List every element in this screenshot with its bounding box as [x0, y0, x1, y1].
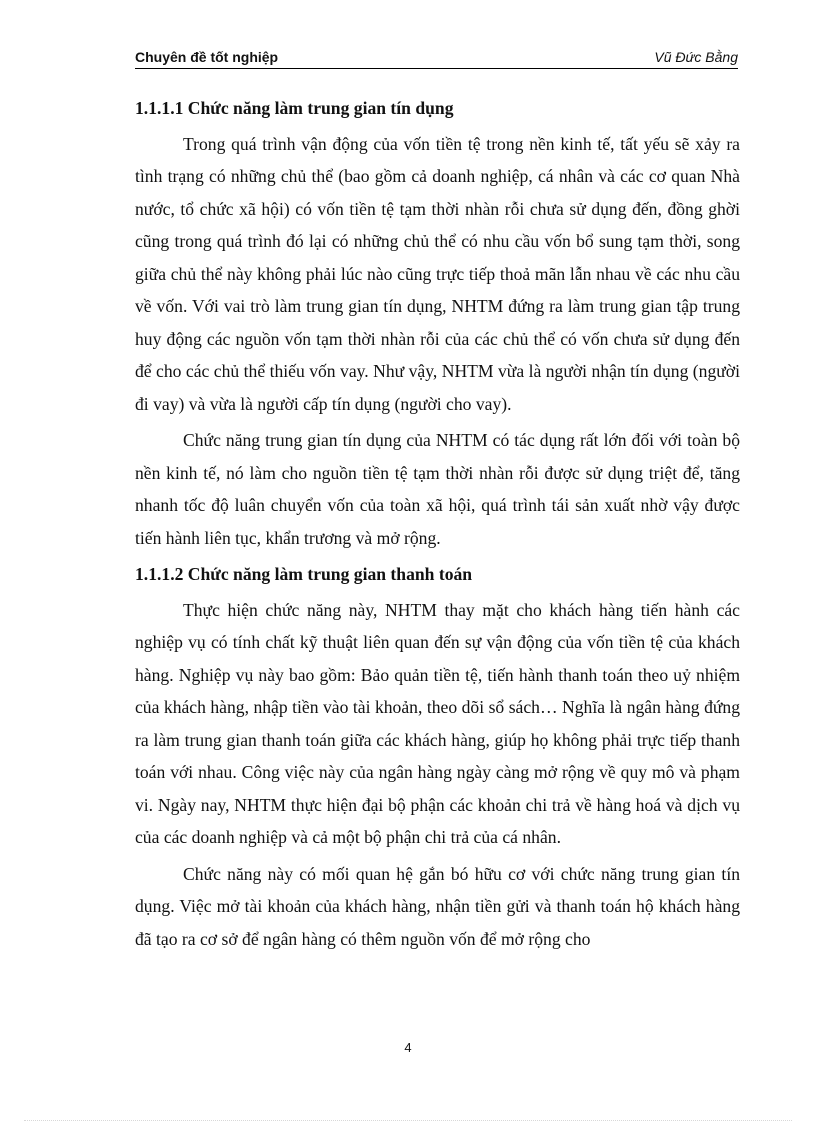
document-title: Chuyên đề tốt nghiệp [135, 49, 279, 65]
page-edge-divider [24, 1120, 792, 1121]
author-name: Vũ Đức Bằng [654, 49, 738, 65]
section-heading-payment-intermediary: 1.1.1.2 Chức năng làm trung gian thanh toán [135, 564, 473, 584]
paragraph: Trong quá trình vận động của vốn tiền tệ trong nền kinh tế, tất yếu sẽ xảy ra tình trạng có những chủ thể (bao gồm cả doanh nghiệp, cá nhân và các cơ quan Nhà nước, tổ chức xã hội) có vốn tiền tệ tạm thời nhàn rỗi chưa sử dụng đến, đồng ghời cũng trong quá trình đó lại có những chủ thể có nhu cầu vốn bổ sung tạm thời, song giữa chủ thể này không phải lúc nào cũng trực tiếp thoả mãn lẫn nhau về các nhu cầu về vốn. Với vai trò làm trung gian tín dụng, NHTM đứng ra làm trung gian tập trung huy động các nguồn vốn tạm thời nhàn rỗi của các chủ thể có vốn chưa sử dụng đến để cho các chủ thể thiếu vốn vay. Như vậy, NHTM vừa là người nhận tín dụng (người đi vay) và vừa là người cấp tín dụng (người cho vay). [135, 133, 740, 414]
page-number: 4 [404, 1040, 412, 1055]
page-header [135, 46, 738, 69]
paragraph: Thực hiện chức năng này, NHTM thay mặt cho khách hàng tiến hành các nghiệp vụ có tính chất kỹ thuật liên quan đến sự vận động của vốn tiền tệ của khách hàng. Nghiệp vụ này bao gồm: Bảo quản tiền tệ, tiến hành thanh toán theo uỷ nhiệm của khách hàng, nhập tiền vào tài khoản, theo dõi sổ sách… Nghĩa là ngân hàng đứng ra làm trung gian thanh toán giữa các khách hàng, giúp họ không phải trực tiếp thanh toán với nhau. Công việc này của ngân hàng ngày càng mở rộng về quy mô và phạm vi. Ngày nay, NHTM thực hiện đại bộ phận các khoản chi trả về hàng hoá và dịch vụ của các doanh nghiệp và cả một bộ phận chi trả của cá nhân. [135, 599, 740, 847]
section-heading-credit-intermediary: 1.1.1.1 Chức năng làm trung gian tín dụng [135, 98, 454, 118]
paragraph: Chức năng này có mối quan hệ gắn bó hữu cơ với chức năng trung gian tín dụng. Việc mở tài khoản của khách hàng, nhận tiền gửi và thanh toán hộ khách hàng đã tạo ra cơ sở để ngân hàng có thêm nguồn vốn để mở rộng cho [135, 863, 740, 949]
paragraph: Chức năng trung gian tín dụng của NHTM có tác dụng rất lớn đối với toàn bộ nền kinh tế, nó làm cho nguồn tiền tệ tạm thời nhàn rỗi được sử dụng triệt để, tăng nhanh tốc độ luân chuyển vốn của toàn xã hội, quá trình tái sản xuất nhờ vậy được tiến hành liên tục, khẩn trương và mở rộng. [135, 430, 740, 548]
document-body [135, 92, 740, 959]
